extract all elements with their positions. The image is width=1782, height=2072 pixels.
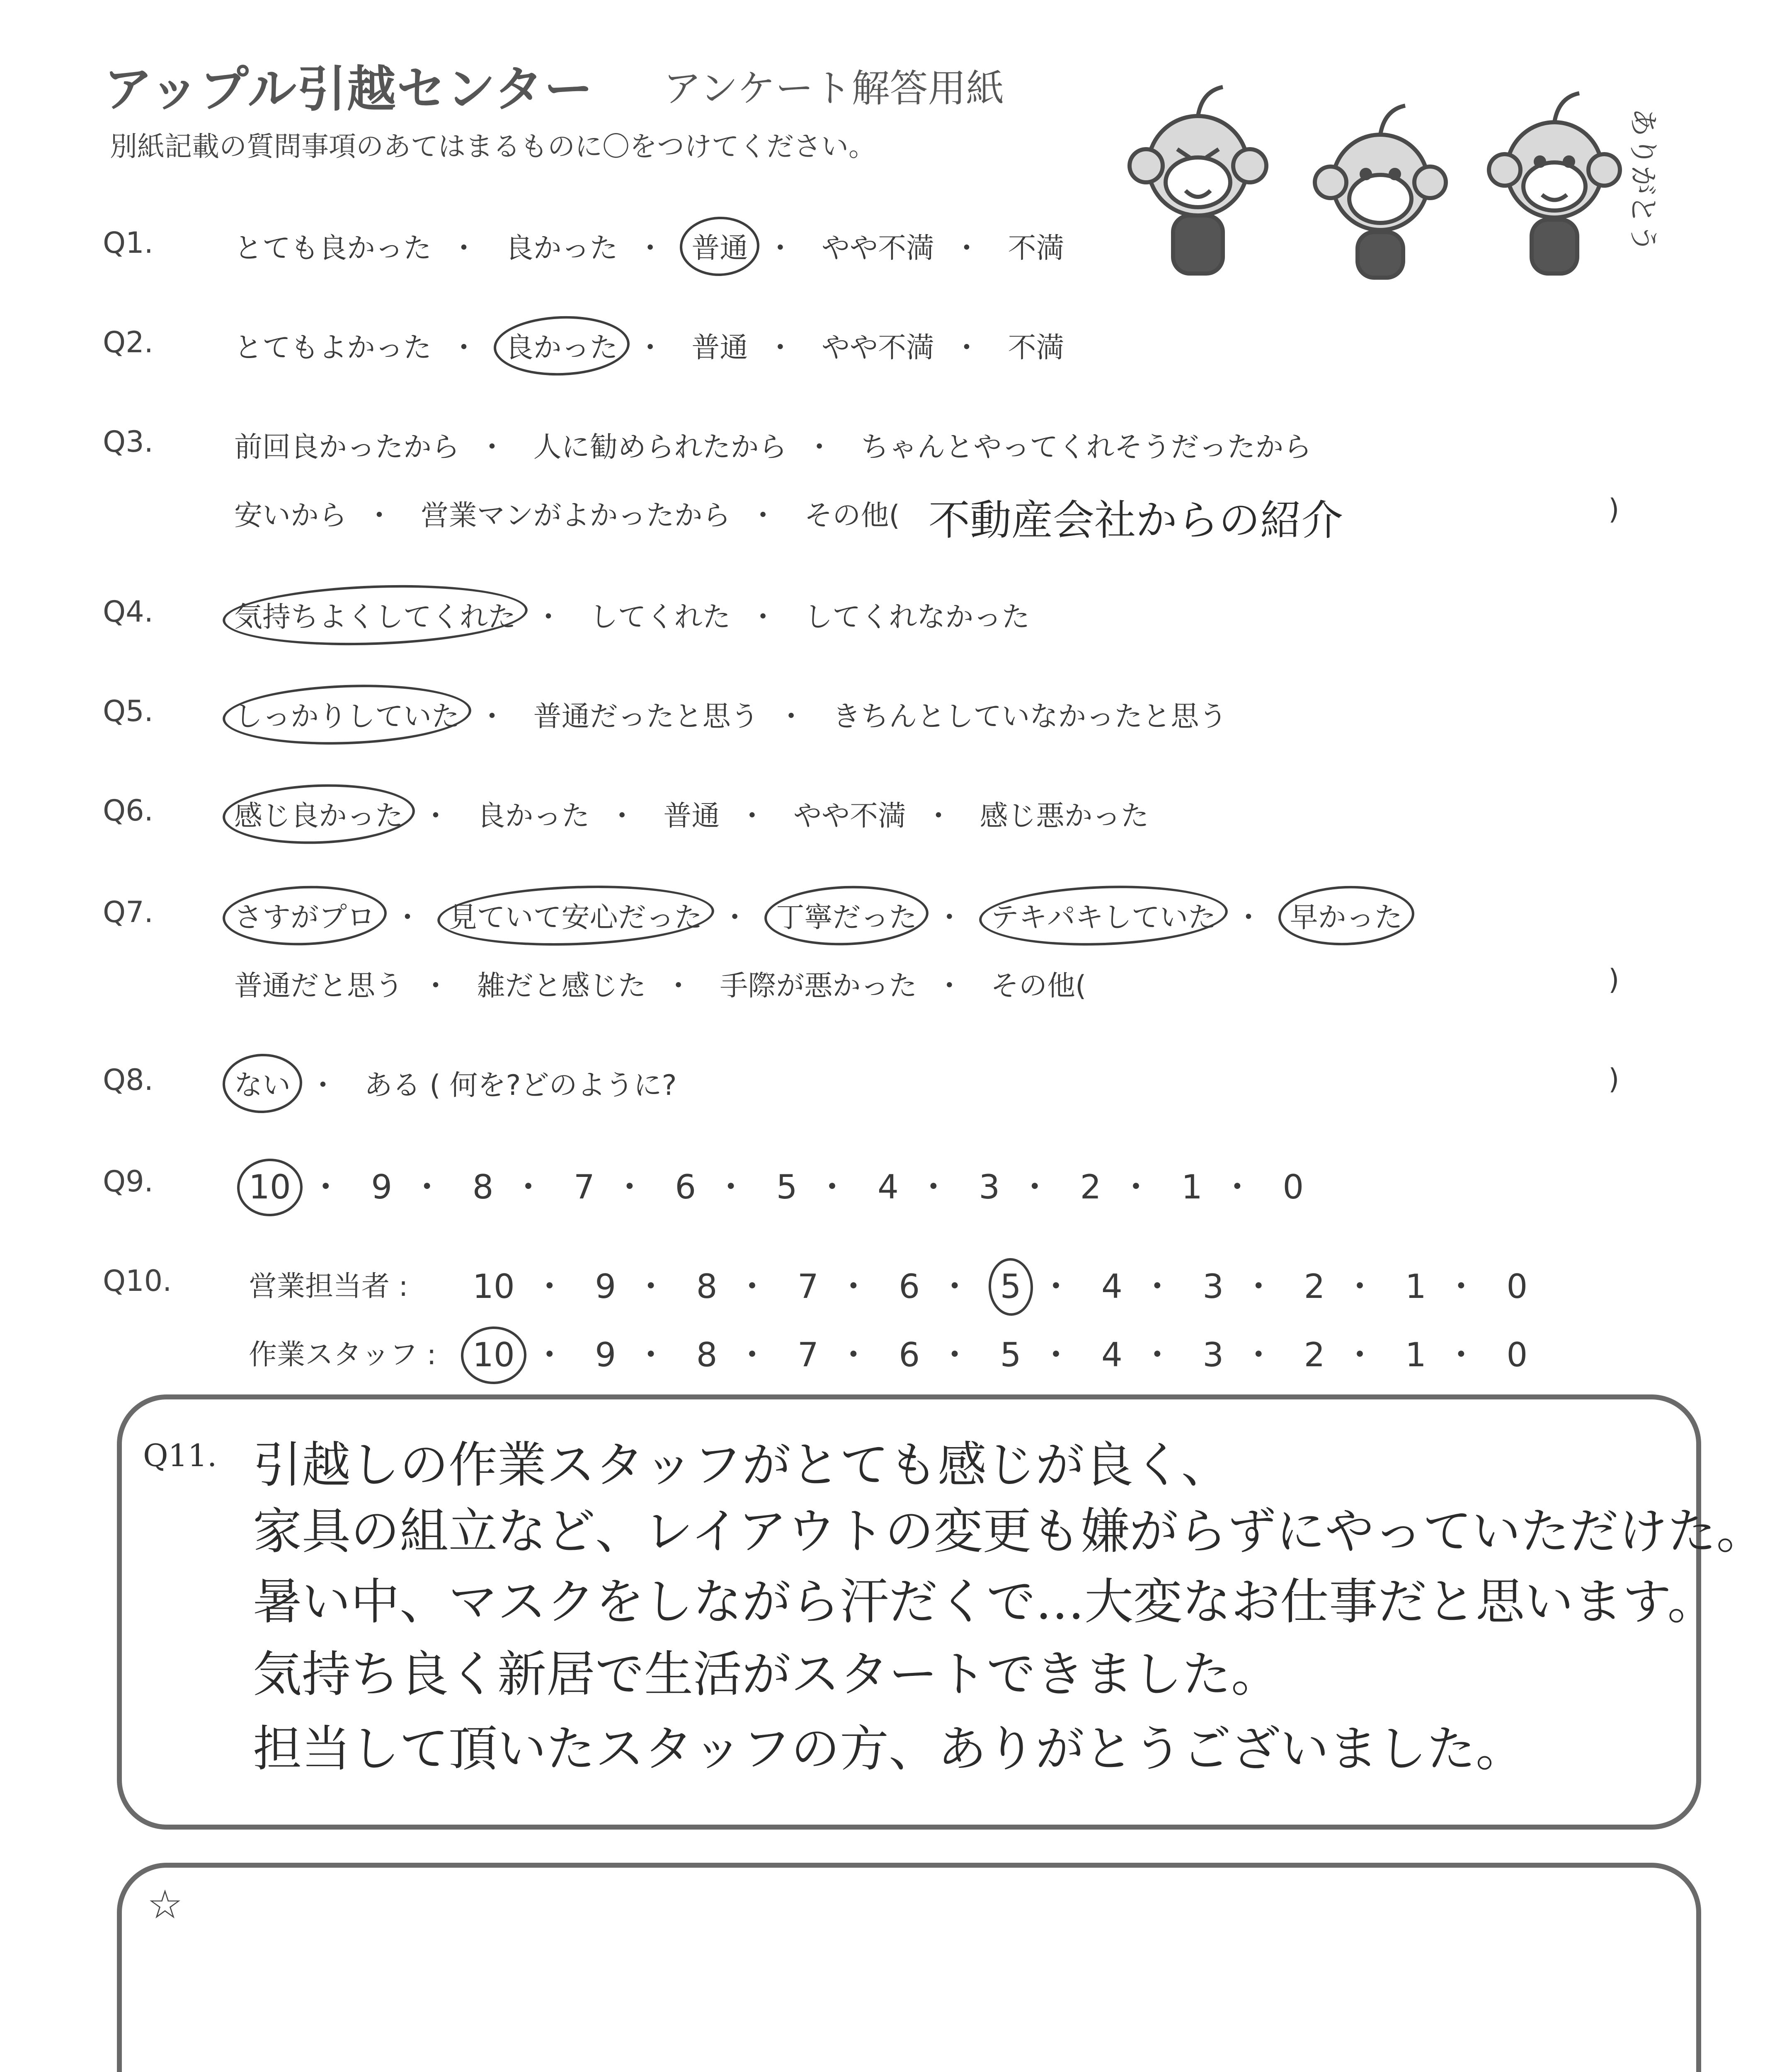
instructions: 別紙記載の質問事項のあてはまるものに〇をつけてください。 [110, 131, 876, 162]
q9-score[interactable]: 6 [675, 1168, 696, 1206]
q2-option[interactable]: とてもよかった [234, 332, 432, 364]
q3-option[interactable]: 安いから [234, 499, 347, 532]
q4-option-selected[interactable]: 気持ちよくしてくれた [234, 595, 516, 635]
q6-option[interactable]: 普通 [663, 800, 720, 833]
q11-comment-line: 気持ち良く新居で生活がスタートできました。 [253, 1646, 1280, 1703]
q8-option-selected[interactable]: ない [234, 1063, 291, 1103]
q10-staff-score[interactable]: 3 [1203, 1336, 1224, 1374]
q1-option[interactable]: やや不満 [821, 232, 934, 265]
q4-label: Q4. [103, 595, 153, 629]
q7-option-other[interactable]: その他( [990, 970, 1086, 1002]
q2-option[interactable]: やや不満 [821, 332, 934, 364]
q3-option[interactable]: 前回良かったから [234, 431, 460, 464]
q11-comment-line: 引越しの作業スタッフがとても感じが良く、 [253, 1436, 1230, 1493]
q10-staff-score[interactable]: 2 [1304, 1336, 1325, 1374]
q2-option[interactable]: 普通 [691, 332, 748, 364]
q9-score[interactable]: 3 [979, 1168, 1000, 1206]
q11-comment-line: 担当して頂いたスタッフの方、ありがとうございました。 [253, 1720, 1525, 1777]
q6-label: Q6. [103, 794, 153, 828]
q4-options: 気持ちよくしてくれた ・ してくれた ・ してくれなかった [234, 595, 1030, 635]
q10-sales-score[interactable]: 2 [1304, 1267, 1325, 1306]
q8-close-paren: ) [1608, 1063, 1620, 1096]
mascot-monkey-3 [1489, 93, 1620, 274]
q10-staff-score[interactable]: 7 [797, 1336, 819, 1374]
q7-option[interactable]: 手際が悪かった [720, 970, 917, 1002]
company-name: アップル引越センター [104, 61, 594, 118]
q3-close-paren: ) [1608, 493, 1620, 526]
q2-option[interactable]: 不満 [1008, 332, 1064, 364]
q9-score[interactable]: 4 [877, 1168, 899, 1206]
q10-sales-label: 営業担当者 : [249, 1270, 408, 1303]
q7-label: Q7. [103, 895, 153, 929]
q11-label: Q11. [143, 1438, 217, 1474]
q10-sales-score[interactable]: 7 [797, 1267, 819, 1306]
q10-staff-label: 作業スタッフ : [249, 1339, 436, 1371]
q6-option[interactable]: やや不満 [793, 800, 906, 833]
q10-staff-score[interactable]: 0 [1506, 1336, 1528, 1374]
q10-staff-score[interactable]: 9 [595, 1336, 616, 1374]
q1-option[interactable]: 良かった [505, 232, 618, 265]
q3-other-handwritten: 不動産会社からの紹介 [929, 496, 1343, 545]
q1-option[interactable]: とても良かった [234, 232, 432, 265]
q1-label: Q1. [103, 226, 153, 260]
q6-options: 感じ良かった ・ 良かった ・ 普通 ・ やや不満 ・ 感じ悪かった [234, 794, 1149, 834]
q5-option[interactable]: 普通だったと思う [533, 700, 759, 733]
q7-option[interactable]: 雑だと感じた [477, 970, 646, 1002]
q10-sales-score-selected[interactable]: 5 [1000, 1267, 1021, 1306]
q10-sales-scale: 10 ・ 9 ・ 8 ・ 7 ・ 6 ・ 5 ・ 4 ・ 3 ・ 2 ・ 1 ・ 0 [473, 1267, 1528, 1306]
q9-score[interactable]: 7 [573, 1168, 595, 1206]
q9-score[interactable]: 2 [1080, 1168, 1101, 1206]
q11-comment-line: 暑い中、マスクをしながら汗だくで…大変なお仕事だと思います。 [253, 1573, 1717, 1630]
q10-staff-scale: 10 ・ 9 ・ 8 ・ 7 ・ 6 ・ 5 ・ 4 ・ 3 ・ 2 ・ 1 ・ 0 [473, 1336, 1528, 1374]
q6-option[interactable]: 感じ悪かった [979, 800, 1149, 833]
q9-scale: 10 ・ 9 ・ 8 ・ 7 ・ 6 ・ 5 ・ 4 ・ 3 ・ 2 ・ 1 ・ 0 [249, 1168, 1304, 1206]
q7-option-selected[interactable]: 見ていて安心だった [449, 895, 703, 935]
q10-sales-score[interactable]: 9 [595, 1267, 616, 1306]
q5-option-selected[interactable]: しっかりしていた [234, 694, 460, 734]
q7-option-selected[interactable]: さすがプロ [234, 895, 375, 935]
q8-options: ない ・ ある ( 何を?どのように? [234, 1063, 677, 1103]
q10-staff-score[interactable]: 1 [1405, 1336, 1426, 1374]
q10-sales-score[interactable]: 8 [696, 1267, 718, 1306]
q10-sales-score[interactable]: 1 [1405, 1267, 1426, 1306]
q3-option[interactable]: 営業マンがよかったから [420, 499, 731, 532]
q9-score[interactable]: 9 [371, 1168, 393, 1206]
q7-options-line1: さすがプロ ・ 見ていて安心だった ・ 丁寧だった ・ テキパキしていた ・ 早かった [234, 895, 1403, 935]
q10-staff-score[interactable]: 8 [696, 1336, 718, 1374]
q4-option[interactable]: してくれなかった [804, 601, 1030, 634]
q10-sales-score[interactable]: 10 [473, 1267, 515, 1306]
q1-options: とても良かった ・ 良かった ・ 普通 ・ やや不満 ・ 不満 [234, 226, 1064, 266]
q10-sales-score[interactable]: 4 [1101, 1267, 1123, 1306]
q10-staff-score[interactable]: 4 [1101, 1336, 1123, 1374]
q5-label: Q5. [103, 694, 153, 728]
q10-staff-score-selected[interactable]: 10 [473, 1336, 515, 1374]
q3-options-line1: 前回良かったから ・ 人に勧められたから ・ ちゃんとやってくれそうだったから [234, 425, 1312, 465]
q1-option[interactable]: 不満 [1008, 232, 1064, 265]
q9-score[interactable]: 8 [472, 1168, 494, 1206]
mascot-monkey-1 [1130, 87, 1266, 274]
star-icon: ☆ [147, 1881, 183, 1928]
q1-option-selected[interactable]: 普通 [691, 226, 748, 266]
q10-sales-score[interactable]: 6 [899, 1267, 920, 1306]
q8-option[interactable]: ある ( 何を?どのように? [364, 1069, 677, 1102]
q3-option-other[interactable]: その他( [804, 499, 900, 532]
q9-score[interactable]: 0 [1283, 1168, 1304, 1206]
q9-score[interactable]: 5 [776, 1168, 798, 1206]
q10-label: Q10. [103, 1264, 172, 1298]
q7-options-line2: 普通だと思う ・ 雑だと感じた ・ 手際が悪かった ・ その他( [234, 963, 1086, 1004]
q7-option-selected[interactable]: テキパキしていた [991, 895, 1216, 935]
q3-option[interactable]: 人に勧められたから [533, 431, 787, 464]
mascot-monkey-2 [1315, 106, 1446, 278]
q10-staff-score[interactable]: 5 [1000, 1336, 1021, 1374]
q10-staff-score[interactable]: 6 [899, 1336, 920, 1374]
q11-comment-line: 家具の組立など、レイアウトの変更も嫌がらずにやっていただけた。 [253, 1503, 1765, 1560]
q3-options-line2: 安いから ・ 営業マンがよかったから ・ その他( [234, 493, 900, 533]
q10-sales-score[interactable]: 0 [1506, 1267, 1528, 1306]
q5-option[interactable]: きちんとしていなかったと思う [832, 700, 1227, 733]
q2-option-selected[interactable]: 良かった [505, 325, 618, 366]
q6-option[interactable]: 良かった [477, 800, 590, 833]
q2-label: Q2. [103, 325, 153, 359]
q7-close-paren: ) [1608, 963, 1620, 996]
q3-label: Q3. [103, 425, 153, 459]
q3-option[interactable]: ちゃんとやってくれそうだったから [861, 431, 1312, 464]
star-notes-box[interactable] [117, 1863, 1701, 2072]
q7-option-selected[interactable]: 早かった [1290, 895, 1403, 935]
thanks-text: ありがとう [1626, 108, 1660, 253]
q7-option[interactable]: 普通だと思う [234, 970, 404, 1002]
q7-option-selected[interactable]: 丁寧だった [776, 895, 917, 935]
form-title: アンケート解答用紙 [663, 66, 1004, 111]
mascot-illustration [1115, 50, 1691, 282]
q5-options: しっかりしていた ・ 普通だったと思う ・ きちんとしていなかったと思う [234, 694, 1227, 734]
q9-score-selected[interactable]: 10 [249, 1168, 291, 1206]
q8-label: Q8. [103, 1063, 153, 1097]
q2-options: とてもよかった ・ 良かった ・ 普通 ・ やや不満 ・ 不満 [234, 325, 1064, 366]
q4-option[interactable]: してくれた [589, 601, 731, 634]
q9-score[interactable]: 1 [1181, 1168, 1203, 1206]
q9-label: Q9. [103, 1164, 153, 1198]
q6-option-selected[interactable]: 感じ良かった [234, 794, 403, 834]
q10-sales-score[interactable]: 3 [1203, 1267, 1224, 1306]
